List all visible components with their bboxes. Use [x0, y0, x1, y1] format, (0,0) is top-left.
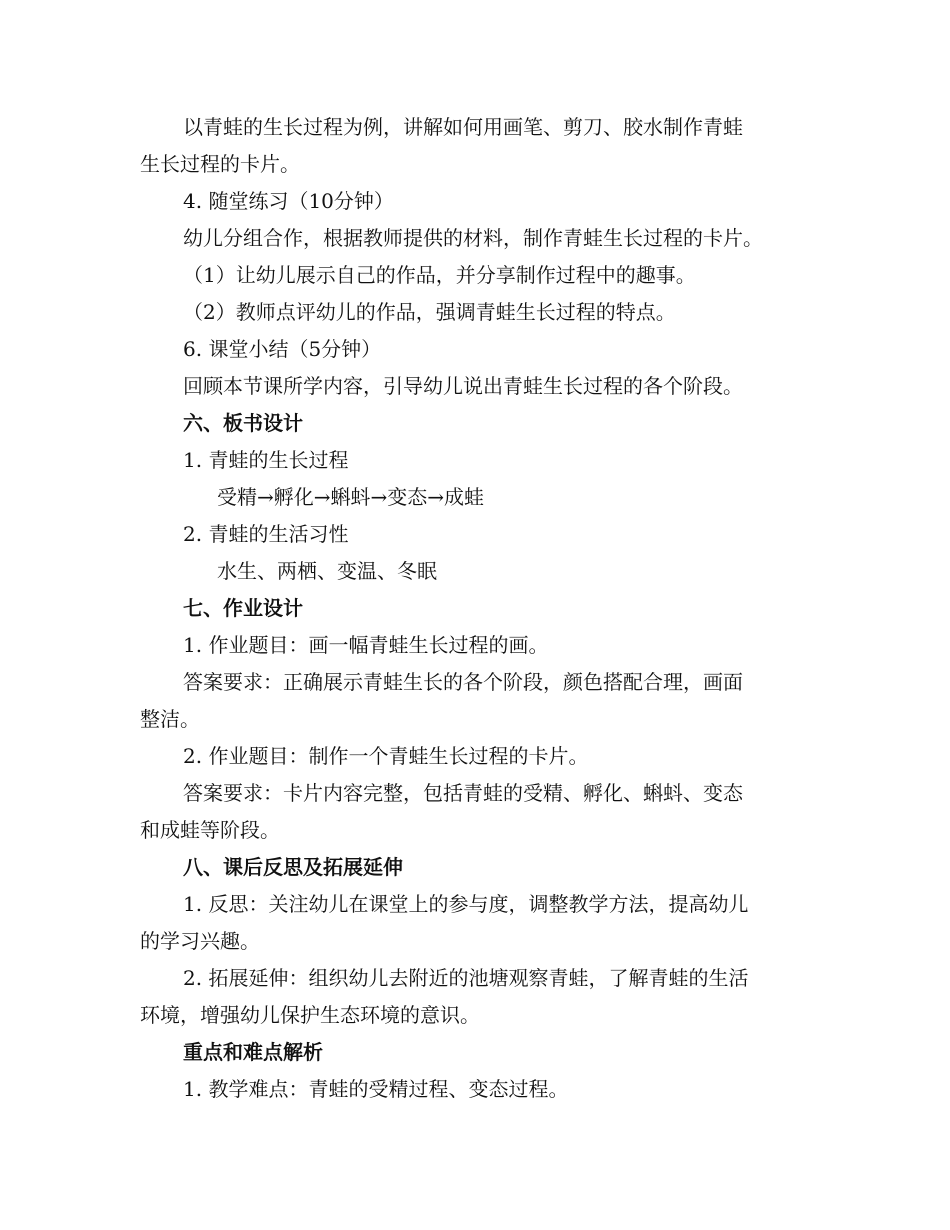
list-item: 2. 拓展延伸：组织幼儿去附近的池塘观察青蛙，了解青蛙的生活: [183, 966, 749, 990]
section-heading: 七、作业设计: [183, 596, 303, 620]
paragraph-line: 整洁。: [140, 707, 200, 731]
list-item-detail: 受精→孵化→蝌蚪→变态→成蛙: [217, 485, 485, 509]
list-item: 2. 作业题目：制作一个青蛙生长过程的卡片。: [183, 744, 589, 768]
list-item: 2. 青蛙的生活习性: [183, 522, 349, 546]
section-heading: 八、课后反思及拓展延伸: [183, 855, 403, 879]
list-item: 1. 青蛙的生长过程: [183, 448, 349, 472]
paragraph-line: 回顾本节课所学内容，引导幼儿说出青蛙生长过程的各个阶段。: [183, 374, 743, 398]
section-heading: 六、板书设计: [183, 411, 303, 435]
list-item: 1. 作业题目：画一幅青蛙生长过程的画。: [183, 633, 549, 657]
paragraph-line: 的学习兴趣。: [140, 929, 260, 953]
paragraph-line: 幼儿分组合作，根据教师提供的材料，制作青蛙生长过程的卡片。: [183, 226, 763, 250]
paragraph-line: 环境，增强幼儿保护生态环境的意识。: [140, 1003, 480, 1027]
paragraph-line: 答案要求：卡片内容完整，包括青蛙的受精、孵化、蝌蚪、变态: [183, 781, 743, 805]
paragraph-line: 生长过程的卡片。: [140, 152, 300, 176]
paragraph-line: 答案要求：正确展示青蛙生长的各个阶段，颜色搭配合理，画面: [183, 670, 743, 694]
list-item: 1. 反思：关注幼儿在课堂上的参与度，调整教学方法，提高幼儿: [183, 892, 749, 916]
list-item-detail: 水生、两栖、变温、冬眠: [217, 559, 437, 583]
section-heading: 重点和难点解析: [183, 1040, 323, 1064]
list-item: 1. 教学难点：青蛙的受精过程、变态过程。: [183, 1077, 569, 1101]
paragraph-line: 以青蛙的生长过程为例，讲解如何用画笔、剪刀、胶水制作青蛙: [183, 115, 743, 139]
section-item-heading: 4. 随堂练习（10分钟）: [183, 189, 394, 213]
list-item: （2）教师点评幼儿的作品，强调青蛙生长过程的特点。: [183, 300, 676, 324]
section-item-heading: 6. 课堂小结（5分钟）: [183, 337, 382, 361]
list-item: （1）让幼儿展示自己的作品，并分享制作过程中的趣事。: [183, 263, 696, 287]
paragraph-line: 和成蛙等阶段。: [140, 818, 280, 842]
